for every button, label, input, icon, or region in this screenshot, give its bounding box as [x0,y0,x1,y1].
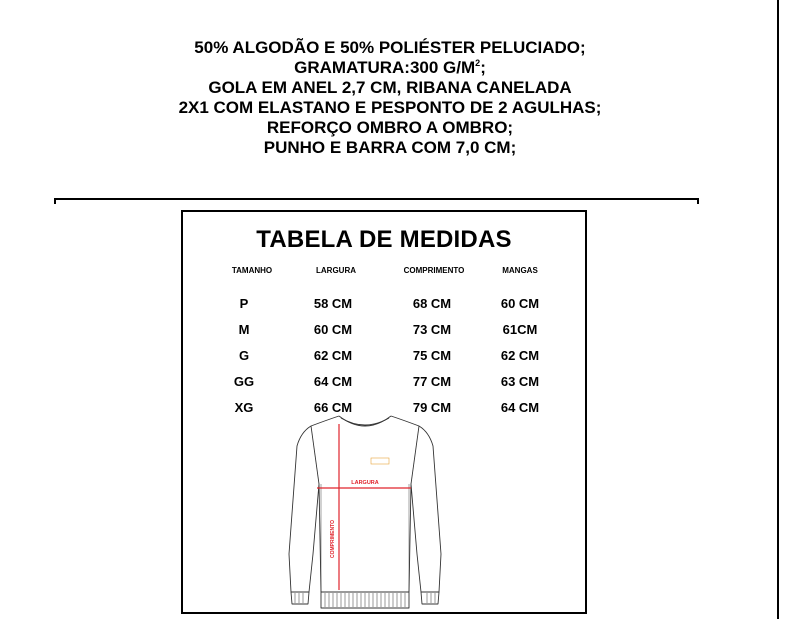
spec-weight-superscript: 2 [475,58,481,68]
page-right-border [777,0,779,619]
cell-sleeve: 60 CM [500,296,540,311]
spec-weight-text: GRAMATURA:300 G/M [294,58,476,77]
cell-length: 68 CM [412,296,452,311]
cell-sleeve: 61CM [502,322,538,337]
cell-sleeve: 64 CM [500,400,540,415]
cell-size: GG [233,374,255,389]
header-mangas: MANGAS [502,266,538,275]
cell-width: 58 CM [313,296,353,311]
cell-width: 66 CM [313,400,353,415]
cell-size: XG [234,400,254,415]
size-chart-title: TABELA DE MEDIDAS [256,226,512,253]
cell-sleeve: 62 CM [500,348,540,363]
spec-ribbing: 2X1 COM ELASTANO E PESPONTO DE 2 AGULHAS; [178,98,602,117]
cell-width: 62 CM [313,348,353,363]
section-divider-bracket [54,198,699,204]
header-largura: LARGURA [316,266,356,275]
cell-length: 77 CM [412,374,452,389]
cell-size: P [239,296,249,311]
cell-sleeve: 63 CM [500,374,540,389]
width-label: LARGURA [351,480,379,486]
spec-cuff-hem: PUNHO E BARRA COM 7,0 CM; [263,138,517,157]
length-label: COMPRIMENTO [330,520,336,558]
header-tamanho: TAMANHO [231,266,273,275]
spec-weight [40,58,740,78]
cell-width: 64 CM [313,374,353,389]
spec-fabric: 50% ALGODÃO E 50% POLIÉSTER PELUCIADO; [194,38,586,57]
cell-size: M [238,322,250,337]
header-comprimento: COMPRIMENTO [403,266,465,275]
spec-shoulder: REFORÇO OMBRO A OMBRO; [266,118,514,137]
cell-width: 60 CM [313,322,353,337]
cell-length: 73 CM [412,322,452,337]
sweatshirt-diagram [287,414,443,610]
cell-length: 79 CM [412,400,452,415]
neck-tag-icon [371,458,389,464]
cell-length: 75 CM [412,348,452,363]
size-chart [181,210,587,614]
spec-collar: GOLA EM ANEL 2,7 CM, RIBANA CANELADA [208,78,572,97]
spec-weight-suffix: ; [480,58,486,77]
product-specifications [40,38,740,158]
cell-size: G [238,348,250,363]
